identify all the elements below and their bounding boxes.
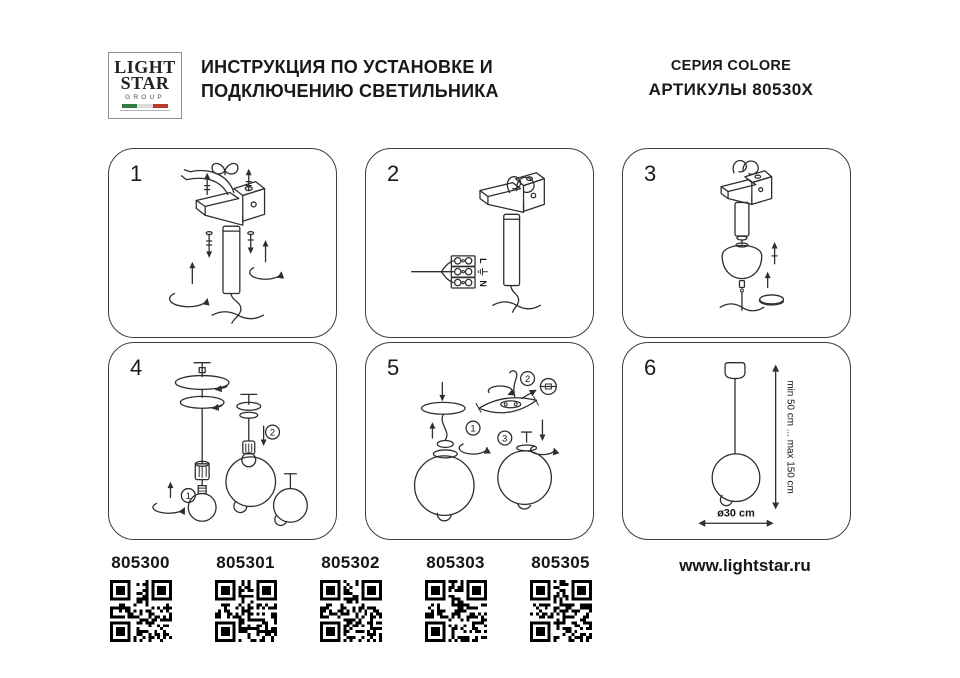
suspension-tube <box>735 202 749 244</box>
website-url: www.lightstar.ru <box>679 556 811 575</box>
step-number: 6 <box>644 355 657 380</box>
step-6-diagram <box>623 343 850 539</box>
step-number: 2 <box>387 161 400 186</box>
ceiling-cup-icon <box>759 295 783 305</box>
series-block <box>636 58 826 100</box>
cord-pendant-assembly <box>175 363 229 486</box>
qr-code <box>530 580 592 642</box>
rotation-arrow-icon <box>170 240 282 307</box>
hook-wires <box>507 177 534 193</box>
article-qr-list <box>88 553 613 642</box>
earth-ground-icon <box>478 268 487 275</box>
terminal-label-neutral: N <box>477 280 488 287</box>
step-circle <box>181 489 195 503</box>
suspension-tube <box>493 214 540 312</box>
globe-with-socket <box>226 394 276 512</box>
logo-text-light: LIGHT <box>114 57 176 78</box>
article-item <box>403 553 508 642</box>
rotation-arrow-icon <box>153 482 184 514</box>
step-circle <box>459 421 487 454</box>
supply-cable <box>412 261 454 283</box>
step-1-diagram <box>109 149 336 337</box>
height-dimension-arrow <box>772 365 795 510</box>
step-2-diagram <box>366 149 593 337</box>
terminal-label-live: L <box>477 258 488 264</box>
step-5-diagram <box>366 343 593 539</box>
step-4-diagram <box>109 343 336 539</box>
panel-step-1 <box>108 148 337 338</box>
articles-label: АРТИКУЛЫ 80530X <box>648 80 814 99</box>
diameter-label: ø30 cm <box>717 507 755 520</box>
step-number: 3 <box>644 161 657 186</box>
page-title <box>201 55 499 104</box>
step-3-diagram <box>623 149 850 337</box>
light-bulb <box>185 486 216 522</box>
article-code: 805303 <box>426 553 485 572</box>
mounting-bracket <box>721 171 771 205</box>
mounting-bracket <box>196 182 264 226</box>
logo-text-star: STAR <box>120 72 170 93</box>
svg-text:1: 1 <box>470 422 476 434</box>
article-code: 805300 <box>111 553 170 572</box>
glass-globe <box>415 456 474 521</box>
canopy-and-cord <box>422 383 466 458</box>
qr-code <box>425 580 487 642</box>
article-item <box>193 553 298 642</box>
logo-underline <box>120 110 170 111</box>
article-item <box>88 553 193 642</box>
svg-text:3: 3 <box>502 432 508 444</box>
logo-text-group: GROUP <box>125 93 165 101</box>
title-line-1: ИНСТРУКЦИЯ ПО УСТАНОВКЕ И <box>201 57 493 77</box>
step-number: 1 <box>130 161 143 186</box>
screw-icon <box>765 242 778 288</box>
finished-pendant <box>712 363 760 506</box>
hook-wires <box>733 160 758 174</box>
screw-icon <box>206 232 253 258</box>
glass-globe <box>274 474 308 526</box>
qr-code <box>320 580 382 642</box>
article-code: 805305 <box>531 553 590 572</box>
mounting-bracket <box>480 173 544 213</box>
height-range-label: min 50 cm ... max 150 cm <box>784 380 796 494</box>
svg-text:1: 1 <box>185 489 191 501</box>
qr-code <box>110 580 172 642</box>
title-line-2: ПОДКЛЮЧЕНИЮ СВЕТИЛЬНИКА <box>201 81 499 102</box>
qr-code <box>215 580 277 642</box>
instruction-steps-grid <box>108 148 851 540</box>
pendant-shade <box>720 243 764 311</box>
terminal-block <box>451 256 475 288</box>
step-circle <box>261 425 280 446</box>
article-item <box>298 553 403 642</box>
panel-step-5 <box>365 342 594 540</box>
panel-step-3 <box>622 148 851 338</box>
step-circle <box>498 431 512 445</box>
article-code: 805302 <box>321 553 380 572</box>
article-item <box>508 553 613 642</box>
lightstar-logo <box>108 52 182 119</box>
italian-flag-icon <box>122 104 168 108</box>
panel-step-6 <box>622 342 851 540</box>
series-label: СЕРИЯ COLORE <box>670 58 792 74</box>
svg-text:2: 2 <box>269 426 276 438</box>
suspension-tube <box>212 226 263 323</box>
panel-step-2 <box>365 148 594 338</box>
step-number: 5 <box>387 355 400 380</box>
svg-text:2: 2 <box>524 373 531 385</box>
panel-step-4 <box>108 342 337 540</box>
step-circle <box>521 372 535 386</box>
diameter-dimension-arrow <box>698 507 773 526</box>
article-code: 805301 <box>216 553 275 572</box>
step-number: 4 <box>130 355 143 380</box>
